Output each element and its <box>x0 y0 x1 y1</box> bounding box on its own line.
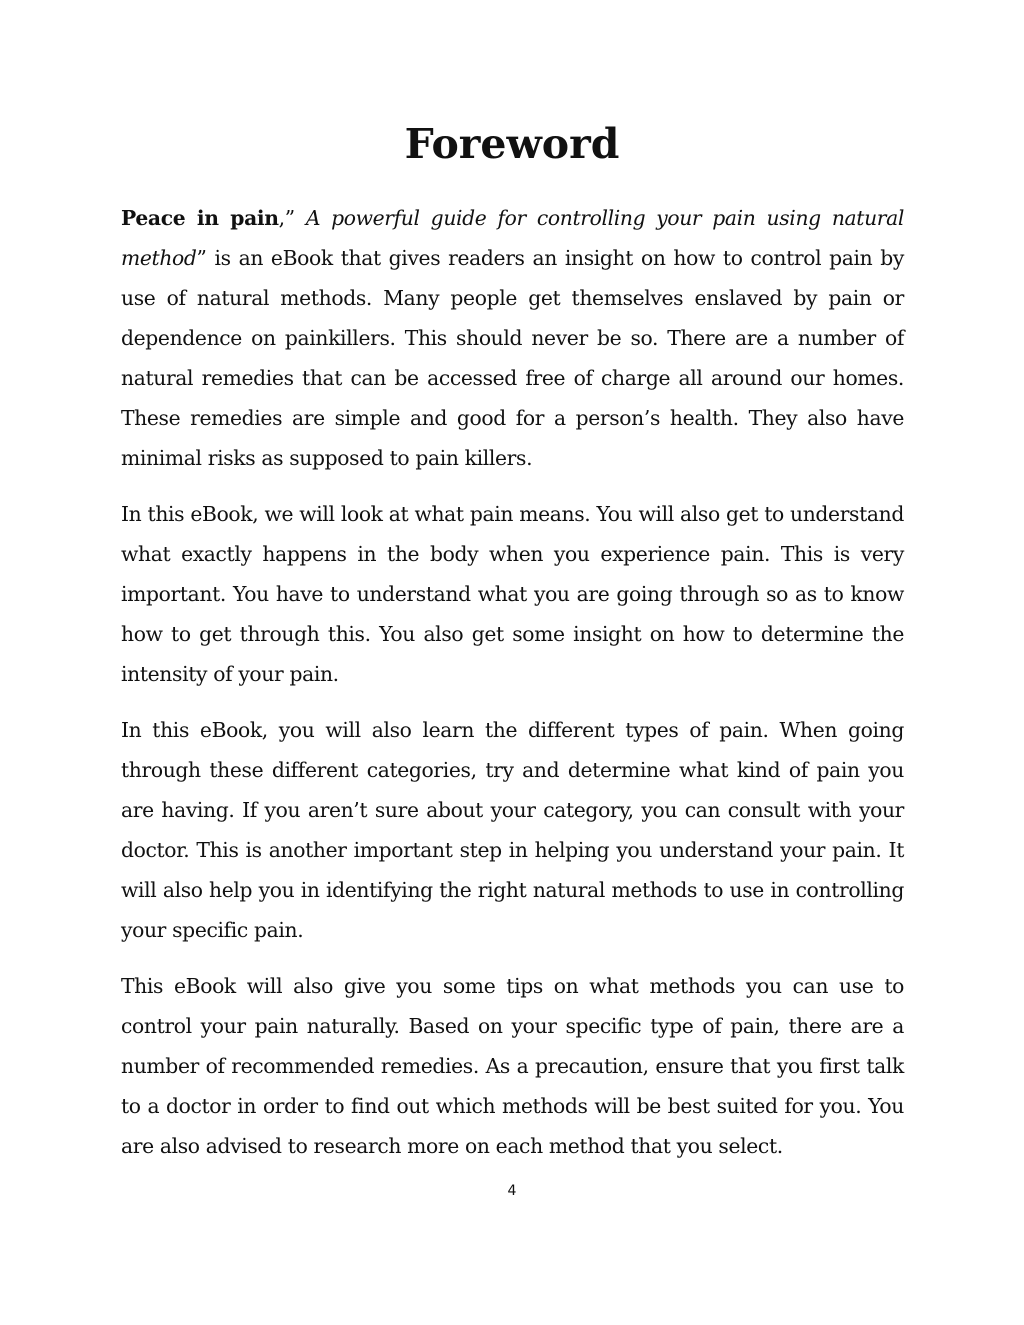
book-title-bold: Peace in pain <box>121 206 279 230</box>
page-title: Foreword <box>404 120 620 168</box>
intro-paragraph <box>121 198 904 478</box>
page-number: 4 <box>507 1183 517 1199</box>
intro-punctuation: ,” <box>278 206 306 230</box>
intro-text: ” is an eBook that gives readers an insight on how to control pain by use of natural methods. Many people get themselves enslaved by pain or dependence on painkillers. This should never be so. There are a number of natural remedies that can be accessed free of charge all around our homes. These remedies are simple and good for a person’s health. They also have minimal risks as supposed to pain killers. <box>121 246 904 470</box>
book-subtitle-italic: A powerful guide for controlling your pain using natural method <box>121 206 905 270</box>
body-text <box>121 198 904 1182</box>
paragraph-4: This eBook will also give you some tips on what methods you can use to control your pain naturally. Based on your specific type of pain, there are a number of recommended remedies. As a precaution, ensure that you first talk to a doctor in order to find out which methods will be best suited for you. You are also advised to research more on each method that you select. <box>121 974 904 1158</box>
paragraph-2: In this eBook, we will look at what pain means. You will also get to understand what exactly happens in the body when you experience pain. This is very important. You have to understand what you are going through so as to know how to get through this. You also get some insight on how to determine the intensity of your pain. <box>121 502 904 686</box>
paragraph-3: In this eBook, you will also learn the different types of pain. When going through these different categories, try and determine what kind of pain you are having. If you aren’t sure about your category, you can consult with your doctor. This is another important step in helping you understand your pain. It will also help you in identifying the right natural methods to use in controlling your specific pain. <box>121 718 904 942</box>
